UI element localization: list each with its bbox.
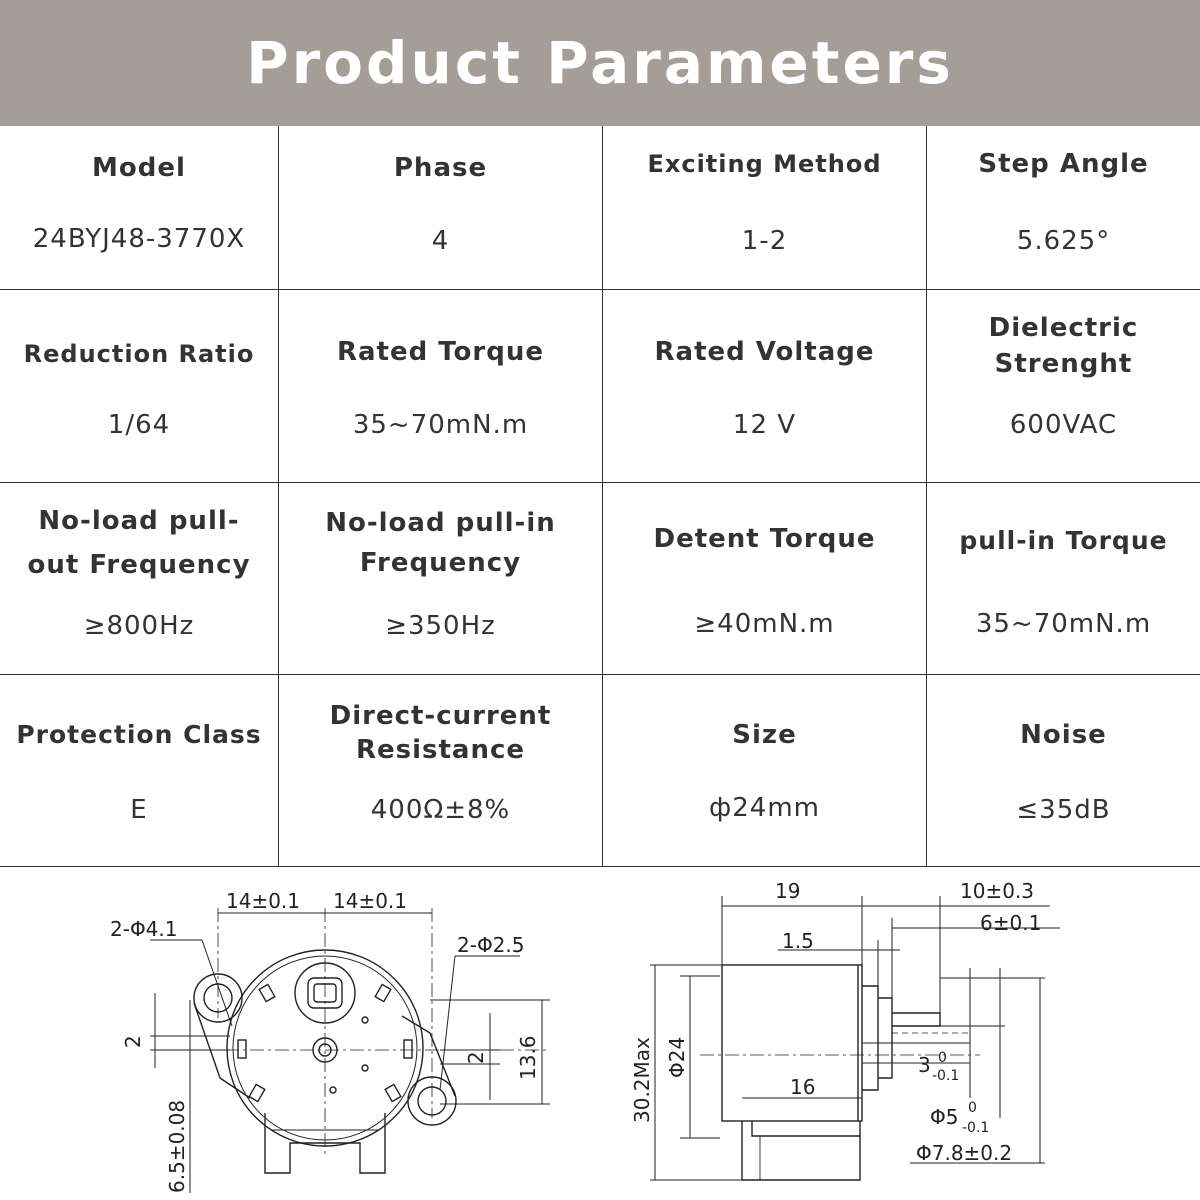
dim-16: 16 bbox=[790, 1075, 816, 1099]
param-cell-phase bbox=[279, 126, 603, 289]
param-label: Reduction Ratio bbox=[23, 340, 255, 368]
dim-14-right: 14±0.1 bbox=[333, 889, 408, 913]
param-value: ≥350Hz bbox=[385, 611, 496, 641]
table-row bbox=[0, 483, 1200, 675]
dim-5-tol-down: -0.1 bbox=[962, 1120, 990, 1136]
dim-5-tol-up: 0 bbox=[968, 1100, 977, 1116]
table-row bbox=[0, 290, 1200, 483]
param-label: Detent Torque bbox=[653, 524, 876, 554]
dim-19: 19 bbox=[775, 879, 801, 903]
dim-hole-large: 2-Φ4.1 bbox=[110, 917, 178, 941]
param-value: ≤35dB bbox=[1016, 795, 1111, 825]
param-value: 600VAC bbox=[1009, 410, 1118, 440]
param-label: Rated Voltage bbox=[654, 337, 875, 367]
dim-2-left: 2 bbox=[121, 1035, 145, 1048]
param-cell-dc-resistance bbox=[279, 675, 603, 867]
param-cell-model bbox=[0, 126, 279, 289]
param-label: pull-in Torque bbox=[959, 526, 1168, 555]
dim-2-right: 2 bbox=[464, 1051, 488, 1064]
param-value: ≥800Hz bbox=[83, 611, 195, 641]
dim-5: Φ5 bbox=[930, 1105, 959, 1129]
param-label: Model bbox=[92, 153, 186, 183]
technical-drawings bbox=[0, 868, 1200, 1200]
param-value: 1/64 bbox=[107, 410, 171, 440]
parameters-table bbox=[0, 126, 1200, 867]
param-value: 400Ω±8% bbox=[370, 795, 511, 825]
param-cell-dielectric-strength bbox=[927, 290, 1200, 482]
param-value: 35~70mN.m bbox=[352, 410, 529, 440]
param-cell-rated-voltage bbox=[603, 290, 927, 482]
param-value: ф24mm bbox=[709, 793, 820, 823]
param-value: 12 V bbox=[732, 410, 797, 440]
dim-7-8: Φ7.8±0.2 bbox=[916, 1141, 1013, 1165]
param-value: ≥40mN.m bbox=[694, 609, 835, 639]
param-cell-noise bbox=[927, 675, 1200, 867]
dim-hole-small: 2-Φ2.5 bbox=[457, 933, 525, 957]
param-value: 4 bbox=[431, 226, 450, 256]
table-row bbox=[0, 126, 1200, 290]
param-value: 1-2 bbox=[741, 226, 788, 256]
param-cell-protection-class bbox=[0, 675, 279, 867]
dim-6-5: 6.5±0.08 bbox=[165, 1099, 189, 1193]
dimension-drawings bbox=[0, 868, 1200, 1200]
param-label: Noise bbox=[1020, 720, 1107, 750]
dim-30-2: 30.2Max bbox=[630, 1037, 654, 1123]
param-label: No-load pull-in Frequency bbox=[325, 508, 556, 578]
param-label: Step Angle bbox=[978, 149, 1149, 179]
param-cell-pull-in-frequency bbox=[279, 483, 603, 674]
param-cell-rated-torque bbox=[279, 290, 603, 482]
dim-1-5: 1.5 bbox=[782, 929, 814, 953]
param-value: 35~70mN.m bbox=[975, 609, 1152, 639]
dim-3-tol-down: -0.1 bbox=[932, 1068, 960, 1084]
side-dimensions bbox=[650, 896, 1060, 1180]
param-value: 24BYJ48-3770X bbox=[32, 224, 246, 254]
param-cell-detent-torque bbox=[603, 483, 927, 674]
param-cell-exciting-method bbox=[603, 126, 927, 289]
dim-10: 10±0.3 bbox=[960, 879, 1035, 903]
param-label: Protection Class bbox=[16, 720, 262, 749]
param-label: Direct-current Resistance bbox=[329, 701, 552, 765]
param-cell-pull-out-frequency bbox=[0, 483, 279, 674]
dim-24: Φ24 bbox=[665, 1036, 689, 1078]
dim-13-6: 13.6 bbox=[516, 1035, 540, 1080]
param-label: Size bbox=[732, 720, 797, 750]
dim-3: 3 bbox=[918, 1053, 931, 1077]
param-label: No-load pull-out Frequency bbox=[27, 506, 251, 580]
param-value: E bbox=[130, 795, 148, 825]
param-label: Exciting Method bbox=[647, 150, 882, 178]
param-cell-reduction-ratio bbox=[0, 290, 279, 482]
table-row bbox=[0, 675, 1200, 867]
dim-3-tol-up: 0 bbox=[938, 1050, 947, 1066]
title-banner bbox=[0, 0, 1200, 126]
param-cell-pull-in-torque bbox=[927, 483, 1200, 674]
page-title: Product Parameters bbox=[246, 29, 954, 97]
param-label: Phase bbox=[393, 153, 488, 183]
dim-6: 6±0.1 bbox=[980, 911, 1042, 935]
param-value: 5.625° bbox=[1016, 226, 1111, 256]
param-label: Rated Torque bbox=[336, 337, 544, 367]
param-cell-step-angle bbox=[927, 126, 1200, 289]
dim-14-left: 14±0.1 bbox=[226, 889, 301, 913]
param-cell-size bbox=[603, 675, 927, 867]
param-label: Dielectric Strenght bbox=[988, 313, 1139, 379]
